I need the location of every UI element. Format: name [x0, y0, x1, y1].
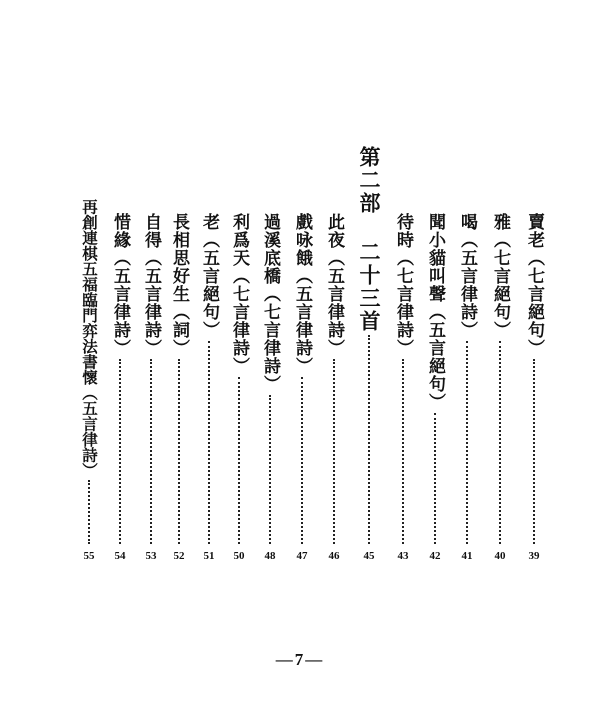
dot-leader: [368, 335, 370, 544]
entry-title: 利爲天（七言律詩）: [229, 213, 249, 375]
entry-title: 聞小貓叫聲（五言絕句）: [425, 213, 445, 411]
entry-page: 53: [145, 550, 157, 562]
page-number: —7—: [275, 650, 325, 669]
entry-page: 46: [328, 550, 340, 562]
entry-page: 50: [233, 550, 245, 562]
toc-entry: [259, 213, 281, 562]
entry-title: 老（五言絕句）: [199, 213, 219, 339]
entry-title: 長相思好生（詞）: [169, 213, 189, 357]
entry-page: 55: [83, 550, 95, 562]
entry-page: 41: [461, 550, 473, 562]
dot-leader: [466, 341, 468, 544]
entry-title: 過溪底橋（七言律詩）: [260, 213, 280, 393]
section-page: 45: [363, 550, 375, 562]
dot-leader: [150, 359, 152, 544]
entry-page: 40: [494, 550, 506, 562]
dot-leader: [208, 341, 210, 544]
dot-leader: [402, 359, 404, 544]
entry-page: 47: [296, 550, 308, 562]
dot-leader: [88, 480, 90, 544]
section-heading: [355, 146, 383, 562]
entry-title: 戲咏餓（五言律詩）: [292, 213, 312, 375]
toc-entry: [323, 213, 345, 562]
toc-entry: [109, 213, 131, 562]
entry-page: 43: [397, 550, 409, 562]
entry-title: 雅（七言絕句）: [490, 213, 510, 339]
dot-leader: [269, 395, 271, 544]
entry-title: 自得（五言律詩）: [141, 213, 161, 357]
entry-title: 惜緣（五言律詩）: [110, 213, 130, 357]
entry-title: 再創連棋五福臨門弈法書懷（五言律詩）: [80, 199, 99, 478]
toc-entry: [392, 213, 414, 562]
entry-page: 51: [203, 550, 215, 562]
toc-entry: [291, 213, 313, 562]
dot-leader: [178, 359, 180, 544]
entry-page: 39: [528, 550, 540, 562]
section-title: 第二部 二十三首: [357, 146, 381, 333]
dot-leader: [499, 341, 501, 544]
toc-entry: [198, 213, 220, 562]
entry-page: 42: [429, 550, 441, 562]
dot-leader: [434, 413, 436, 544]
dot-leader: [301, 377, 303, 544]
entry-page: 54: [114, 550, 126, 562]
toc-entry: [168, 213, 190, 562]
toc-entry: [489, 213, 511, 562]
dot-leader: [533, 359, 535, 544]
entry-page: 48: [264, 550, 276, 562]
toc-entry: [140, 213, 162, 562]
dot-leader: [333, 359, 335, 544]
dot-leader: [119, 359, 121, 544]
entry-title: 賣老（七言絕句）: [524, 213, 544, 357]
entry-title: 待時（七言律詩）: [393, 213, 413, 357]
toc-entry: [456, 213, 478, 562]
dot-leader: [238, 377, 240, 544]
toc-entry: [523, 213, 545, 562]
entry-title: 喝（五言律詩）: [457, 213, 477, 339]
entry-title: 此夜（五言律詩）: [324, 213, 344, 357]
entry-page: 52: [173, 550, 185, 562]
toc-entry: [228, 213, 250, 562]
toc-entry: [78, 199, 100, 562]
toc-entry: [424, 213, 446, 562]
